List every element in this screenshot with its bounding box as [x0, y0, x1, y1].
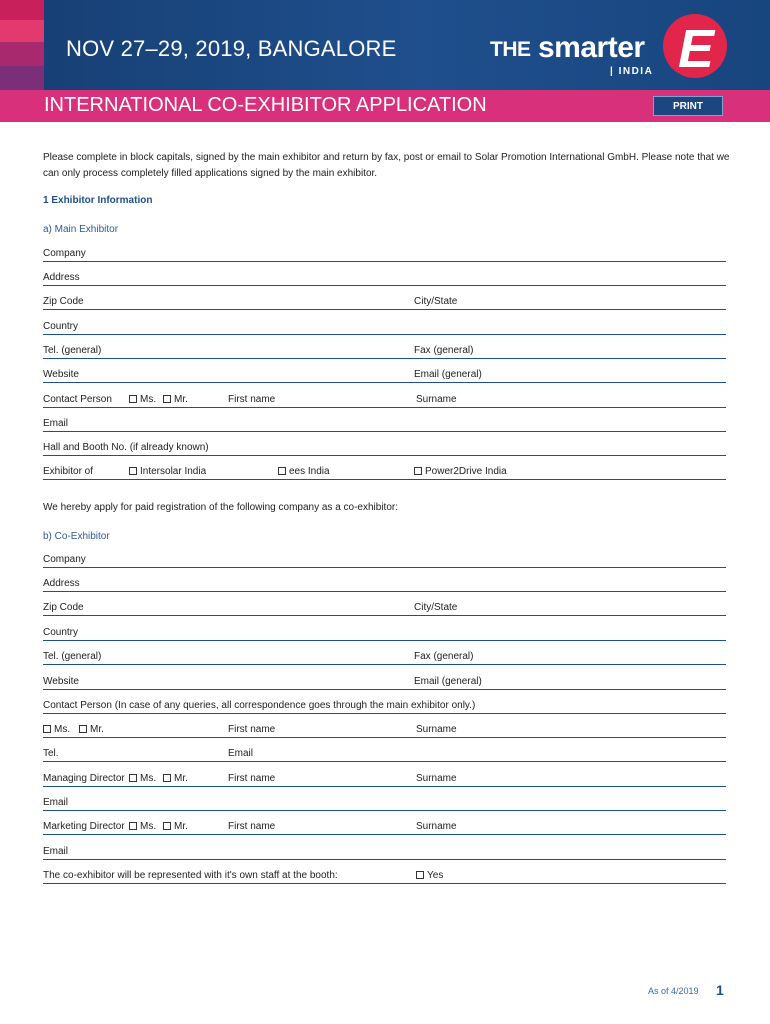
checkbox[interactable]	[129, 467, 137, 475]
field-label: Company	[43, 248, 86, 259]
checkbox[interactable]	[129, 822, 137, 830]
field-label: Fax (general)	[414, 345, 474, 356]
ees-option[interactable]: ees India	[278, 466, 330, 477]
marketing-email-field[interactable]	[43, 844, 726, 860]
co-tel-fax-field[interactable]	[43, 649, 726, 665]
field-label: Website	[43, 369, 79, 380]
ms-option[interactable]: Ms.	[43, 724, 70, 735]
main-tel-fax-field[interactable]	[43, 343, 726, 359]
field-label: Tel. (general)	[43, 651, 102, 662]
field-label: Surname	[416, 394, 457, 405]
checkbox[interactable]	[416, 871, 424, 879]
field-label: First name	[228, 821, 276, 832]
checkbox[interactable]	[43, 725, 51, 733]
checkbox[interactable]	[129, 774, 137, 782]
main-contact-field[interactable]	[43, 392, 726, 408]
checkbox[interactable]	[163, 774, 171, 782]
field-label: First name	[228, 724, 276, 735]
field-label: Marketing Director	[43, 821, 125, 832]
print-button[interactable]: PRINT	[653, 96, 723, 116]
field-label: Surname	[416, 724, 457, 735]
marketing-director-field[interactable]	[43, 819, 726, 835]
field-label: First name	[228, 773, 276, 784]
field-label: Country	[43, 321, 79, 332]
field-label: Country	[43, 627, 79, 638]
field-label: Surname	[416, 821, 457, 832]
page-title: INTERNATIONAL CO-EXHIBITOR APPLICATION	[44, 94, 487, 116]
co-address-field[interactable]	[43, 576, 726, 592]
logo-the: THE	[490, 38, 531, 61]
page-number: 1	[716, 982, 724, 998]
field-label: Company	[43, 554, 86, 565]
ms-option[interactable]: Ms.	[129, 394, 156, 405]
co-contact-name-field[interactable]	[43, 722, 726, 738]
main-hall-field[interactable]	[43, 440, 726, 456]
field-label: Tel. (general)	[43, 345, 102, 356]
main-email-field[interactable]	[43, 416, 726, 432]
field-label: Contact Person	[43, 394, 112, 405]
field-label: Website	[43, 676, 79, 687]
ms-option[interactable]: Ms.	[129, 821, 156, 832]
footer-date: As of 4/2019	[648, 986, 699, 996]
mr-option[interactable]: Mr.	[79, 724, 104, 735]
main-zip-city-field[interactable]	[43, 294, 726, 310]
checkbox[interactable]	[163, 822, 171, 830]
co-contact-note-field[interactable]	[43, 698, 726, 714]
power2drive-option[interactable]: Power2Drive India	[414, 466, 507, 477]
header-banner	[0, 0, 770, 90]
field-label: Email (general)	[414, 676, 482, 687]
ms-option[interactable]: Ms.	[129, 773, 156, 784]
field-label: Hall and Booth No. (if already known)	[43, 442, 209, 453]
field-label: Zip Code	[43, 296, 84, 307]
event-date-location: NOV 27–29, 2019, BANGALORE	[66, 36, 397, 61]
co-country-field[interactable]	[43, 625, 726, 641]
section-1-title: 1 Exhibitor Information	[43, 195, 153, 206]
managing-email-field[interactable]	[43, 795, 726, 811]
checkbox[interactable]	[79, 725, 87, 733]
co-website-email-field[interactable]	[43, 674, 726, 690]
main-country-field[interactable]	[43, 319, 726, 335]
checkbox[interactable]	[414, 467, 422, 475]
field-label: Fax (general)	[414, 651, 474, 662]
co-tel-email-field[interactable]	[43, 746, 726, 762]
main-address-field[interactable]	[43, 270, 726, 286]
co-zip-city-field[interactable]	[43, 600, 726, 616]
field-label: City/State	[414, 296, 458, 307]
exhibitor-of-field	[43, 464, 726, 480]
logo-smarter: smarter	[538, 31, 645, 64]
field-label: Contact Person (In case of any queries, all correspondence goes through the main exhibitor only.)	[43, 700, 476, 711]
co-exhibitor-title: b) Co-Exhibitor	[43, 531, 110, 542]
logo-india: | INDIA	[610, 66, 654, 77]
field-label: Email (general)	[414, 369, 482, 380]
field-label: Zip Code	[43, 602, 84, 613]
intersolar-option[interactable]: Intersolar India	[129, 466, 206, 477]
staff-field	[43, 868, 726, 884]
checkbox[interactable]	[129, 395, 137, 403]
logo-e: E	[678, 19, 715, 79]
field-label: Address	[43, 272, 80, 283]
field-label: Tel.	[43, 748, 59, 759]
mr-option[interactable]: Mr.	[163, 821, 188, 832]
intro-text: Please complete in block capitals, signed by the main exhibitor and return by fax, post or email to Solar Promotion International GmbH. Please note that we can only process completely filled applications signed by the main exhibitor.	[43, 152, 730, 179]
field-label: Email	[43, 418, 69, 429]
field-label: First name	[228, 394, 276, 405]
color-strip	[0, 0, 44, 90]
field-label: Exhibitor of	[43, 466, 94, 477]
main-website-email-field[interactable]	[43, 367, 726, 383]
field-label: Surname	[416, 773, 457, 784]
field-label: Email	[228, 748, 254, 759]
main-company-field[interactable]	[43, 246, 726, 262]
field-label: The co-exhibitor will be represented with it's own staff at the booth:	[43, 870, 338, 881]
main-exhibitor-title: a) Main Exhibitor	[43, 224, 119, 235]
field-label: Managing Director	[43, 773, 125, 784]
mr-option[interactable]: Mr.	[163, 394, 188, 405]
checkbox[interactable]	[163, 395, 171, 403]
the-smarter-e-logo	[490, 14, 730, 82]
field-label: Email	[43, 846, 69, 857]
field-label: City/State	[414, 602, 458, 613]
co-company-field[interactable]	[43, 552, 726, 568]
field-label: Address	[43, 578, 80, 589]
apply-text: We hereby apply for paid registration of the following company as a co-exhibitor:	[43, 502, 399, 513]
checkbox[interactable]	[278, 467, 286, 475]
yes-option[interactable]: Yes	[416, 870, 443, 881]
mr-option[interactable]: Mr.	[163, 773, 188, 784]
managing-director-field[interactable]	[43, 771, 726, 787]
field-label: Email	[43, 797, 69, 808]
